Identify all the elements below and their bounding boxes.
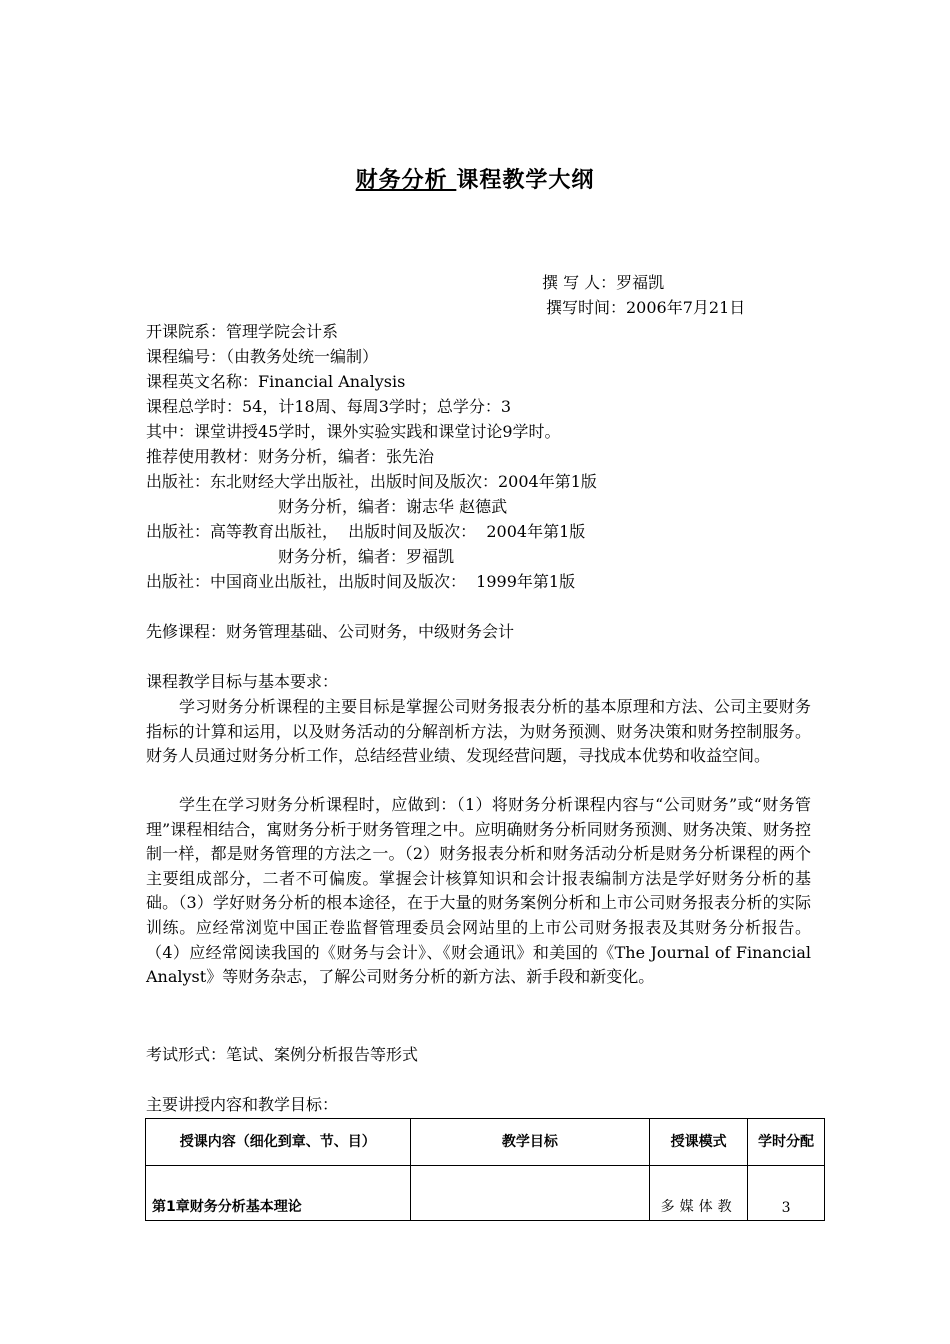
publisher-line-3: 出版社：中国商业出版社，出版时间及版次： 1999年第1版 <box>146 572 576 591</box>
goals-paragraph-2: 学生在学习财务分析课程时，应做到：（1）将财务分析课程内容与“公司财务”或“财务管理”课程相结合，寓财务分析于财务管理之中。应明确财务分析同财务预测、财务决策、财务控制一样，都是财务管理的方法之一。（2）财务报表分析和财务活动分析是财务分析课程的两个主要组成部分，二者不可偏废。掌握会计核算知识和会计报表编制方法是学好财务分析的基础。（3）学好财务分析的根本途径，在于大量的财务案例分析和上市公司财务报表分析的实际训练。应经常浏览中国正卷监督管理委员会网站里的上市公司财务报表及其财务分析报告。（4）应经常阅读我国的《财务与会计》、《财会通讯》和美国的《The Journal of Financial Analyst》等财务杂志，了解公司财务分析的新方法、新手段和新变化。 <box>146 795 811 987</box>
exam-form-line: 考试形式：笔试、案例分析报告等形式 <box>146 1045 419 1064</box>
document-title <box>0 163 950 194</box>
textbook-line-1: 推荐使用教材：财务分析，编者：张先治 <box>146 447 435 466</box>
syllabus-table <box>145 1118 825 1221</box>
row-goal <box>410 1166 650 1221</box>
textbook-line-3: 财务分析，编者：罗福凯 <box>278 547 455 566</box>
header-content: 授课内容（细化到章、节、目） <box>146 1119 411 1166</box>
goals-paragraph-1: 学习财务分析课程的主要目标是掌握公司财务报表分析的基本原理和方法、公司主要财务指标的计算和运用，以及财务活动的分解剖析方法，为财务预测、财务决策和财务控制服务。财务人员通过财务分析工作，总结经营业绩、发现经营问题，寻找成本优势和收益空间。 <box>146 697 811 766</box>
hours-split-line: 其中：课堂讲授45学时，课外实验实践和课堂讨论9学时。 <box>146 422 561 441</box>
header-mode: 授课模式 <box>650 1119 748 1166</box>
dept-line: 开课院系：管理学院会计系 <box>146 322 339 341</box>
prerequisite-line: 先修课程：财务管理基础、公司财务，中级财务会计 <box>146 622 515 641</box>
author-line: 撰 写 人：罗福凯 <box>542 273 665 292</box>
total-hours-line: 课程总学时：54，计18周、每周3学时；总学分：3 <box>146 397 512 416</box>
header-goal: 教学目标 <box>410 1119 650 1166</box>
title-course-name: 财务分析 <box>355 168 457 193</box>
table-row <box>146 1166 825 1221</box>
publisher-line-2: 出版社：高等教育出版社， 出版时间及版次： 2004年第1版 <box>146 522 586 541</box>
publisher-line-1: 出版社：东北财经大学出版社，出版时间及版次：2004年第1版 <box>146 472 597 491</box>
content-heading: 主要讲授内容和教学目标： <box>146 1095 339 1114</box>
row-hours: 3 <box>748 1166 825 1221</box>
header-hours: 学时分配 <box>748 1119 825 1166</box>
textbook-line-2: 财务分析，编者：谢志华 赵德武 <box>278 497 508 516</box>
title-suffix: 课程教学大纲 <box>456 168 595 193</box>
course-code-line: 课程编号：（由教务处统一编制） <box>146 347 379 366</box>
row-mode: 多媒体教 <box>650 1166 748 1221</box>
row-content: 第1章财务分析基本理论 <box>146 1166 411 1221</box>
english-name-line: 课程英文名称：Financial Analysis <box>146 372 406 391</box>
table-header-row <box>146 1119 825 1166</box>
goals-heading: 课程教学目标与基本要求： <box>146 672 339 691</box>
date-line: 撰写时间：2006年7月21日 <box>546 298 746 317</box>
